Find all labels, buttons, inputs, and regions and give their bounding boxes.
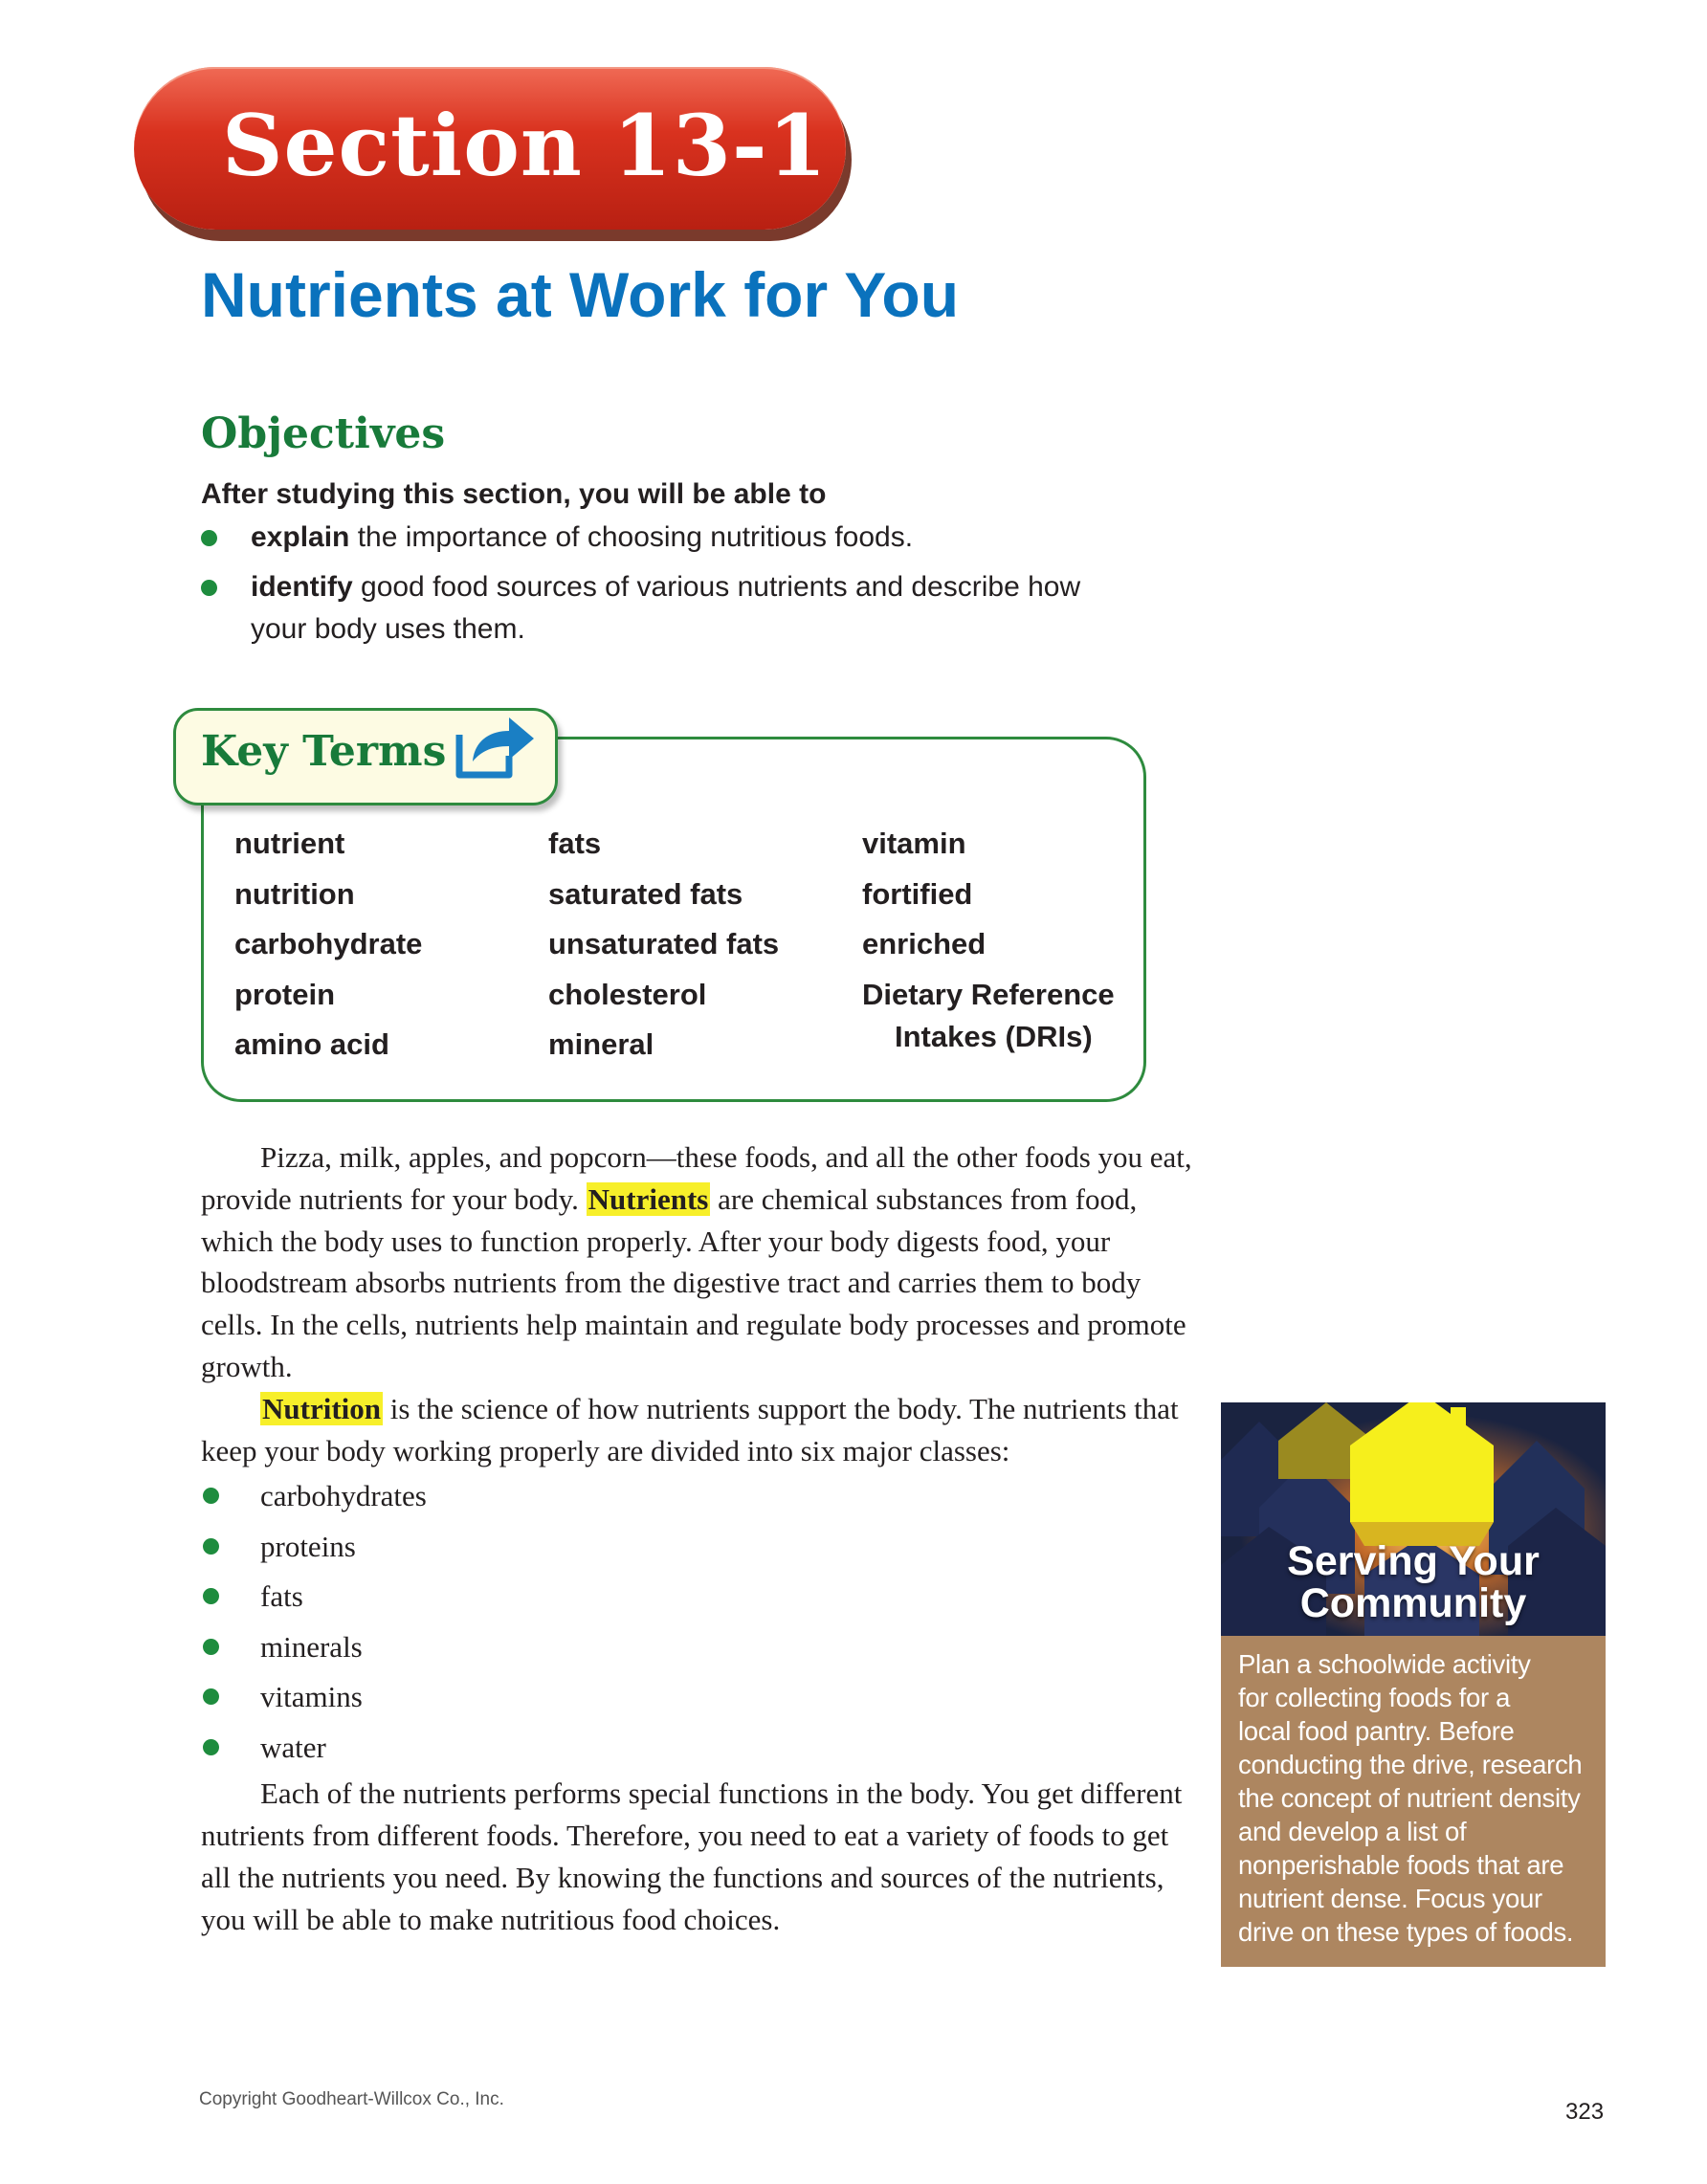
sidebar-line: nutrient dense. Focus your bbox=[1238, 1884, 1542, 1913]
key-terms-column bbox=[862, 819, 1115, 1054]
list-item bbox=[201, 1572, 1196, 1622]
key-term: cholesterol bbox=[548, 977, 707, 1011]
key-term: vitamin bbox=[862, 827, 966, 860]
objective-item bbox=[201, 517, 1158, 559]
key-terms-label: Key Terms bbox=[201, 727, 447, 776]
list-item-label: minerals bbox=[260, 1629, 363, 1664]
key-term: amino acid bbox=[234, 1027, 389, 1061]
copyright-notice: Copyright Goodheart-Willcox Co., Inc. bbox=[199, 2089, 504, 2109]
key-term: Intakes (DRIs) bbox=[895, 1020, 1093, 1053]
objectives-intro: After studying this section, you will be able to bbox=[201, 478, 827, 510]
body-text bbox=[201, 1136, 1196, 1941]
key-term: enriched bbox=[862, 927, 987, 960]
bullet-icon bbox=[203, 1639, 219, 1655]
paragraph bbox=[201, 1388, 1196, 1472]
sidebar-line: drive on these types of foods. bbox=[1238, 1917, 1574, 1947]
key-term: unsaturated fats bbox=[548, 927, 780, 960]
objective-text: good food sources of various nutrients and describe how bbox=[352, 571, 1081, 603]
nutrient-class-list bbox=[201, 1471, 1196, 1773]
sidebar-title bbox=[1221, 1540, 1606, 1624]
bullet-icon bbox=[203, 1538, 219, 1555]
key-term: nutrition bbox=[234, 876, 355, 911]
key-term: fortified bbox=[862, 876, 973, 911]
key-term: fats bbox=[548, 827, 602, 860]
key-term: mineral bbox=[548, 1027, 654, 1061]
list-item bbox=[201, 1471, 1196, 1522]
bullet-icon bbox=[201, 580, 217, 596]
objective-item bbox=[201, 566, 1158, 651]
page-title: Nutrients at Work for You bbox=[201, 259, 960, 330]
sidebar-line: local food pantry. Before bbox=[1238, 1716, 1515, 1746]
sidebar-line: and develop a list of bbox=[1238, 1817, 1467, 1846]
sidebar-title-line: Serving Your bbox=[1287, 1538, 1540, 1584]
paragraph-text: Pizza, milk, apples, and popcorn—these foods, and all the other foods you eat, provide nutrients for your body. bbox=[201, 1140, 1192, 1216]
key-term: saturated fats bbox=[548, 876, 743, 911]
sidebar-line: for collecting foods for a bbox=[1238, 1683, 1511, 1712]
sidebar-line: the concept of nutrient density bbox=[1238, 1783, 1581, 1813]
objectives-heading: Objectives bbox=[201, 409, 446, 458]
list-item-label: vitamins bbox=[260, 1680, 363, 1714]
paragraph: Each of the nutrients performs special functions in the body. You get different nutrients from different foods. Therefore, you need to eat a variety of foods to get all the nutrients you need. By knowing the functions and sources of the nutrients, you will be able to make nutritious food choices. bbox=[201, 1776, 1183, 1936]
page-number: 323 bbox=[1565, 2099, 1605, 2125]
highlighted-term[interactable]: Nutrients bbox=[587, 1181, 709, 1216]
list-item bbox=[201, 1672, 1196, 1723]
objective-verb: explain bbox=[251, 521, 350, 553]
objective-verb: identify bbox=[251, 571, 353, 603]
list-item bbox=[201, 1723, 1196, 1774]
key-term: carbohydrate bbox=[234, 927, 423, 960]
list-item bbox=[201, 1522, 1196, 1573]
bullet-icon bbox=[203, 1739, 219, 1755]
paragraph bbox=[201, 1136, 1196, 1388]
list-item-label: proteins bbox=[260, 1529, 356, 1563]
bullet-icon bbox=[203, 1688, 219, 1705]
list-item-label: fats bbox=[260, 1579, 303, 1614]
share-arrow-icon[interactable] bbox=[452, 706, 538, 783]
bullet-icon bbox=[201, 530, 217, 546]
list-item bbox=[201, 1622, 1196, 1673]
bullet-icon bbox=[203, 1588, 219, 1604]
key-term: protein bbox=[234, 977, 336, 1011]
sidebar-line: conducting the drive, research bbox=[1238, 1750, 1583, 1779]
highlighted-term[interactable]: Nutrition bbox=[262, 1391, 381, 1425]
sidebar-body bbox=[1221, 1636, 1606, 1967]
list-item-label: carbohydrates bbox=[260, 1479, 427, 1513]
objective-text-continued: your body uses them. bbox=[251, 613, 525, 645]
key-term: Dietary Reference bbox=[862, 977, 1115, 1011]
key-terms-column bbox=[234, 819, 422, 1070]
objective-text: the importance of choosing nutritious foods. bbox=[349, 521, 914, 553]
bullet-icon bbox=[203, 1488, 219, 1504]
sidebar-line: Plan a schoolwide activity bbox=[1238, 1649, 1531, 1679]
key-term: nutrient bbox=[234, 827, 345, 860]
paragraph-text: are chemical substances from food, which the body uses to function properly. After your body digests food, your bloodstream absorbs nutrients from the digestive tract and carries them to body cells. In the cells, nutrients help maintain and regulate body processes and promote growth. bbox=[201, 1181, 1186, 1383]
sidebar-title-line: Community bbox=[1299, 1580, 1527, 1626]
key-terms-column bbox=[548, 819, 779, 1070]
section-label: Section 13-1 bbox=[222, 96, 828, 195]
paragraph-text: is the science of how nutrients support the body. The nutrients that keep your body working properly are divided into six major classes: bbox=[201, 1391, 1179, 1467]
sidebar-line: nonperishable foods that are bbox=[1238, 1850, 1564, 1880]
list-item-label: water bbox=[260, 1730, 326, 1764]
